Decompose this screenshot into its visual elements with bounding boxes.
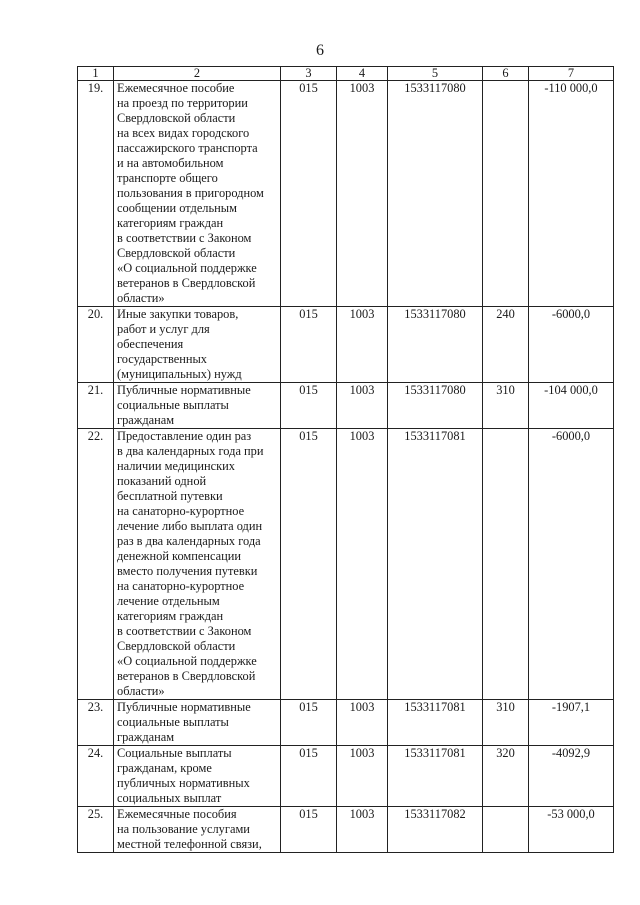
description-line: в соответствии с Законом [117, 624, 252, 638]
row-description [114, 307, 281, 383]
table-header-row [78, 67, 614, 81]
description-line: «О социальной поддержке [117, 654, 257, 668]
section-code: 1003 [337, 307, 388, 383]
description-line: на санаторно-курортное [117, 579, 245, 593]
description-line: социальных выплат [117, 791, 222, 805]
description-line: Публичные нормативные [117, 700, 251, 714]
row-number: 24. [78, 746, 114, 807]
description-line: Предоставление один раз [117, 429, 252, 443]
section-code: 1003 [337, 383, 388, 429]
description-line: в соответствии с Законом [117, 231, 252, 245]
description-line: Ежемесячные пособия [117, 807, 237, 821]
target-article-code: 1533117081 [388, 429, 483, 700]
target-article-code: 1533117082 [388, 807, 483, 853]
row-number: 22. [78, 429, 114, 700]
row-description [114, 383, 281, 429]
amount-value: -6000,0 [529, 307, 614, 383]
target-article-code: 1533117080 [388, 81, 483, 307]
description-line: социальные выплаты [117, 398, 229, 412]
table-row [78, 81, 614, 307]
description-line: гражданам [117, 413, 175, 427]
section-code: 1003 [337, 746, 388, 807]
description-line: показаний одной [117, 474, 207, 488]
description-line: на пользование услугами [117, 822, 250, 836]
expense-type-code [483, 81, 529, 307]
budget-table [77, 66, 614, 853]
table-row [78, 307, 614, 383]
target-article-code: 1533117081 [388, 746, 483, 807]
ministry-code: 015 [281, 383, 337, 429]
section-code: 1003 [337, 81, 388, 307]
table-row [78, 746, 614, 807]
description-line: лечение отдельным [117, 594, 220, 608]
description-line: Публичные нормативные [117, 383, 251, 397]
column-header: 4 [337, 67, 388, 81]
target-article-code: 1533117080 [388, 307, 483, 383]
description-line: наличии медицинских [117, 459, 235, 473]
description-line: Ежемесячное пособие [117, 81, 235, 95]
description-line: Свердловской области [117, 111, 236, 125]
column-header: 6 [483, 67, 529, 81]
description-line: обеспечения [117, 337, 184, 351]
table-row [78, 383, 614, 429]
target-article-code: 1533117080 [388, 383, 483, 429]
description-line: публичных нормативных [117, 776, 250, 790]
description-line: раз в два календарных года [117, 534, 261, 548]
description-line: категориям граждан [117, 216, 224, 230]
row-description [114, 746, 281, 807]
amount-value: -4092,9 [529, 746, 614, 807]
ministry-code: 015 [281, 700, 337, 746]
table-row [78, 700, 614, 746]
description-line: работ и услуг для [117, 322, 210, 336]
description-line: Социальные выплаты [117, 746, 232, 760]
description-line: «О социальной поддержке [117, 261, 257, 275]
description-line: Свердловской области [117, 639, 236, 653]
description-line: лечение либо выплата один [117, 519, 263, 533]
row-number: 19. [78, 81, 114, 307]
column-header: 2 [114, 67, 281, 81]
row-number: 20. [78, 307, 114, 383]
description-line: области» [117, 684, 165, 698]
description-line: на всех видах городского [117, 126, 250, 140]
expense-type-code [483, 807, 529, 853]
amount-value: -53 000,0 [529, 807, 614, 853]
description-line: пользования в пригородном [117, 186, 264, 200]
description-line: денежной компенсации [117, 549, 242, 563]
row-description [114, 807, 281, 853]
row-number: 25. [78, 807, 114, 853]
description-line: гражданам [117, 730, 175, 744]
ministry-code: 015 [281, 81, 337, 307]
description-line: категориям граждан [117, 609, 224, 623]
description-line: местной телефонной связи, [117, 837, 262, 851]
description-line: вместо получения путевки [117, 564, 258, 578]
column-header: 5 [388, 67, 483, 81]
amount-value: -110 000,0 [529, 81, 614, 307]
description-line: бесплатной путевки [117, 489, 223, 503]
ministry-code: 015 [281, 307, 337, 383]
description-line: и на автомобильном [117, 156, 224, 170]
table-row [78, 429, 614, 700]
column-header: 1 [78, 67, 114, 81]
table-row [78, 807, 614, 853]
description-line: на проезд по территории [117, 96, 248, 110]
section-code: 1003 [337, 429, 388, 700]
row-description [114, 700, 281, 746]
description-line: социальные выплаты [117, 715, 229, 729]
expense-type-code [483, 429, 529, 700]
row-number: 21. [78, 383, 114, 429]
ministry-code: 015 [281, 807, 337, 853]
amount-value: -104 000,0 [529, 383, 614, 429]
column-header: 3 [281, 67, 337, 81]
description-line: области» [117, 291, 165, 305]
ministry-code: 015 [281, 746, 337, 807]
row-description [114, 81, 281, 307]
table-body [78, 81, 614, 853]
page-number: 6 [316, 42, 324, 59]
target-article-code: 1533117081 [388, 700, 483, 746]
ministry-code: 015 [281, 429, 337, 700]
description-line: пассажирского транспорта [117, 141, 258, 155]
row-description [114, 429, 281, 700]
expense-type-code: 240 [483, 307, 529, 383]
description-line: транспорте общего [117, 171, 218, 185]
description-line: Иные закупки товаров, [117, 307, 239, 321]
description-line: гражданам, кроме [117, 761, 212, 775]
amount-value: -1907,1 [529, 700, 614, 746]
column-header: 7 [529, 67, 614, 81]
description-line: ветеранов в Свердловской [117, 669, 256, 683]
description-line: государственных [117, 352, 208, 366]
amount-value: -6000,0 [529, 429, 614, 700]
description-line: сообщении отдельным [117, 201, 237, 215]
expense-type-code: 320 [483, 746, 529, 807]
description-line: Свердловской области [117, 246, 236, 260]
description-line: на санаторно-курортное [117, 504, 245, 518]
expense-type-code: 310 [483, 383, 529, 429]
row-number: 23. [78, 700, 114, 746]
expense-type-code: 310 [483, 700, 529, 746]
description-line: ветеранов в Свердловской [117, 276, 256, 290]
section-code: 1003 [337, 807, 388, 853]
section-code: 1003 [337, 700, 388, 746]
description-line: в два календарных года при [117, 444, 264, 458]
description-line: (муниципальных) нужд [117, 367, 242, 381]
